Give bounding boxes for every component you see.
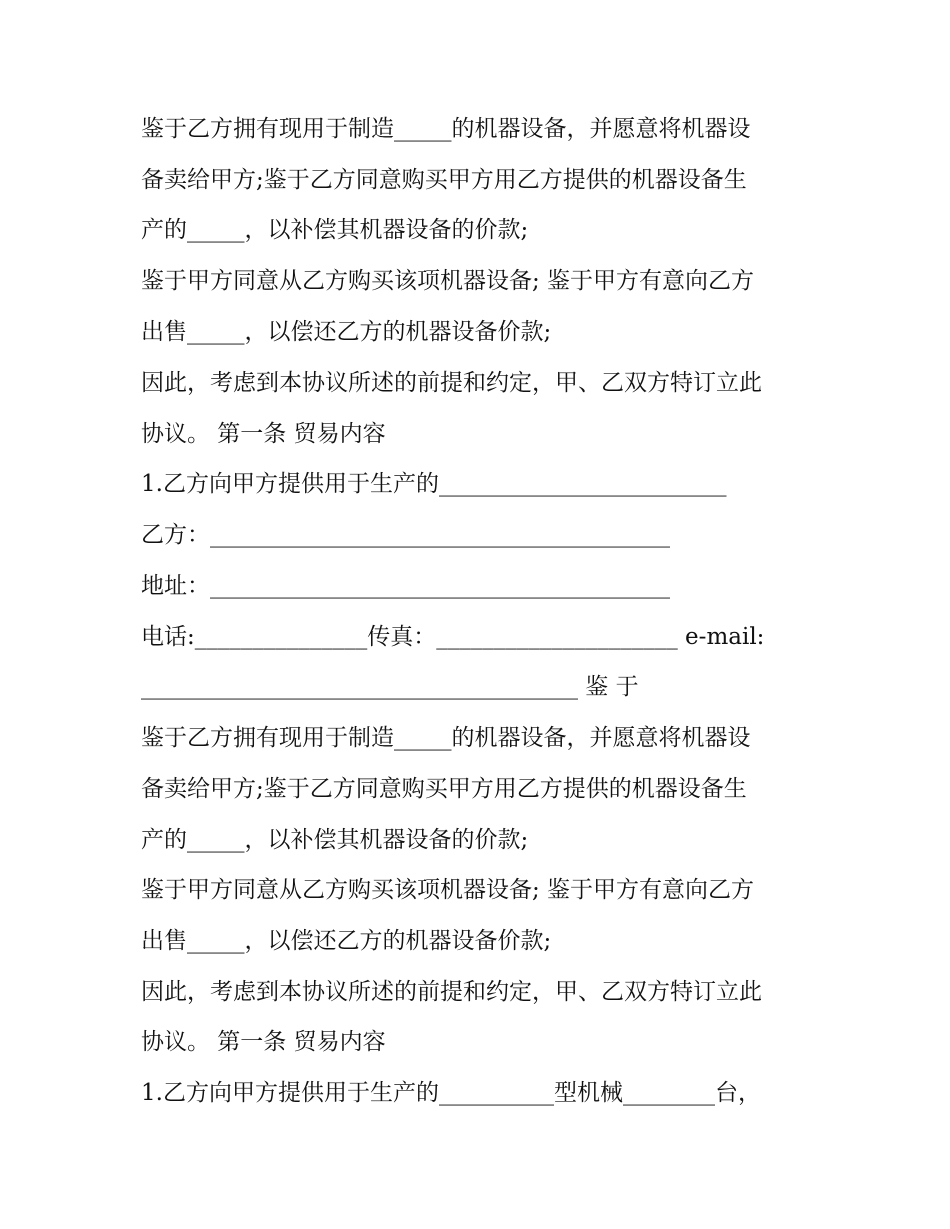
paragraph-line: 备卖给甲方;鉴于乙方同意购买甲方用乙方提供的机器设备生 xyxy=(141,167,747,193)
paragraph-line: 出售_____，以偿还乙方的机器设备价款; xyxy=(141,319,552,345)
paragraph-line: 鉴于乙方拥有现用于制造_____的机器设备，并愿意将机器设 xyxy=(141,725,751,751)
paragraph-line: 产的_____，以补偿其机器设备的价款; xyxy=(141,827,529,853)
paragraph-line: 备卖给甲方;鉴于乙方同意购买甲方用乙方提供的机器设备生 xyxy=(141,776,747,802)
form-line-address: 地址：________________________________________ xyxy=(141,573,670,599)
paragraph-line: 因此，考虑到本协议所述的前提和约定，甲、乙双方特订立此 xyxy=(141,370,762,396)
form-line-contact: 电话:_______________传真：_____________________ e-mail: xyxy=(141,624,765,650)
form-line-party-b: 乙方：________________________________________ xyxy=(141,522,670,548)
paragraph-line: 鉴于乙方拥有现用于制造_____的机器设备，并愿意将机器设 xyxy=(141,116,751,142)
form-line-machinery: 1.乙方向甲方提供用于生产的__________型机械________台， xyxy=(141,1080,761,1106)
paragraph-line: 鉴于甲方同意从乙方购买该项机器设备; 鉴于甲方有意向乙方 xyxy=(141,877,755,903)
paragraph-line: 出售_____，以偿还乙方的机器设备价款; xyxy=(141,928,552,954)
paragraph-line: 产的_____，以补偿其机器设备的价款; xyxy=(141,217,529,243)
form-line-email-continued: ______________________________________ 鉴 于 xyxy=(141,674,639,700)
paragraph-line: 因此，考虑到本协议所述的前提和约定，甲、乙双方特订立此 xyxy=(141,979,762,1005)
section-heading-line: 协议。 第一条 贸易内容 xyxy=(141,421,386,447)
paragraph-line: 鉴于甲方同意从乙方购买该项机器设备; 鉴于甲方有意向乙方 xyxy=(141,268,755,294)
section-heading-line: 协议。 第一条 贸易内容 xyxy=(141,1029,386,1055)
form-line-product: 1.乙方向甲方提供用于生产的_________________________ xyxy=(141,471,727,497)
